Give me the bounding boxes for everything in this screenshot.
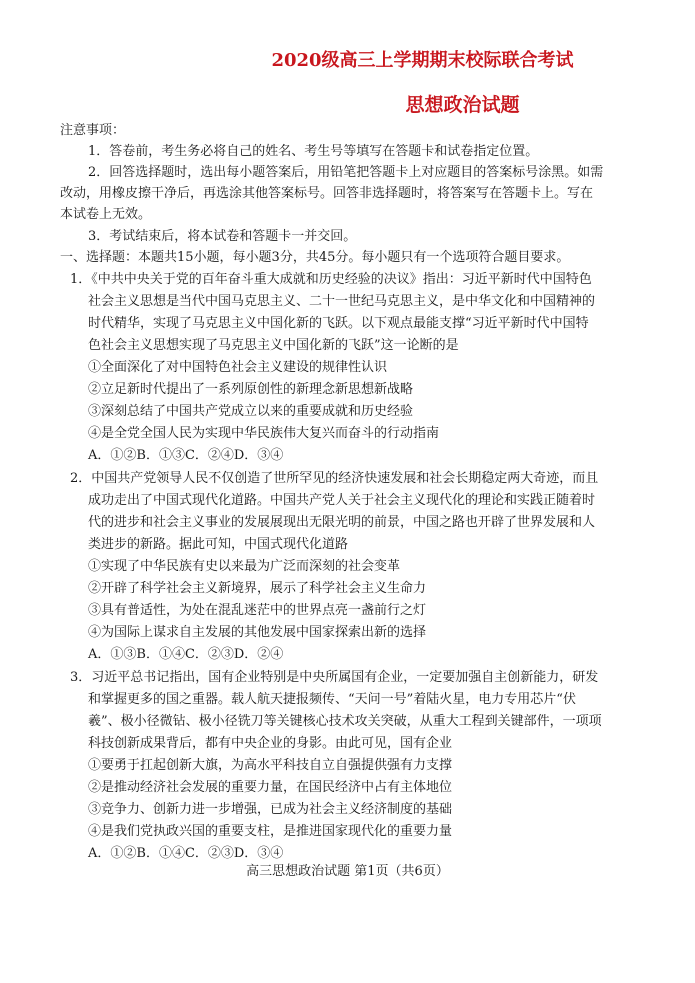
question-2-item: ④为国际上谋求自主发展的其他发展中国家探索出新的选择 bbox=[88, 625, 427, 640]
notice-line: 1．答卷前，考生务必将自己的姓名、考生号等填写在答题卡和试卷指定位置。 bbox=[88, 144, 539, 159]
question-1-stem: 时代精华，实现了马克思主义中国化新的飞跃。以下观点最能支撑“习近平新时代中国特 bbox=[88, 316, 589, 331]
page-footer: 高三思想政治试题 第1页（共6页） bbox=[246, 864, 449, 879]
question-1-item: ③深刻总结了中国共产党成立以来的重要成就和历史经验 bbox=[88, 404, 414, 419]
notice-line: 2．回答选择题时，选出每小题答案后，用铅笔把答题卡上对应题目的答案标号涂黑。如需 bbox=[88, 165, 604, 180]
question-3-stem: 3．习近平总书记指出，国有企业特别是中央所属国有企业，一定要加强自主创新能力，研发 bbox=[70, 670, 599, 685]
notice-line: 本试卷上无效。 bbox=[60, 207, 152, 222]
question-2-options: A．①③B．①④C．②③D．②④ bbox=[88, 647, 284, 662]
question-1-stem: 社会主义思想是当代中国马克思主义、二十一世纪马克思主义，是中华文化和中国精神的 bbox=[88, 294, 596, 309]
section-heading: 一、选择题：本题共15小题，每小题3分，共45分。每小题只有一个选项符合题目要求。 bbox=[60, 250, 570, 265]
notice-line: 3．考试结束后，将本试卷和答题卡一并交回。 bbox=[88, 229, 357, 244]
question-2-item: ①实现了中华民族有史以来最为广泛而深刻的社会变革 bbox=[88, 559, 401, 574]
question-2-stem: 成功走出了中国式现代化道路。中国共产党人关于社会主义现代化的理论和实践正随着时 bbox=[88, 493, 596, 508]
question-3-options: A．①②B．①④C．②③D．③④ bbox=[88, 846, 284, 861]
question-2-stem: 类进步的新路。据此可知，中国式现代化道路 bbox=[88, 537, 349, 552]
question-3-item: ④是我们党执政兴国的重要支柱，是推进国家现代化的重要力量 bbox=[88, 824, 453, 839]
question-1-stem: 1．《中共中央关于党的百年奋斗重大成就和历史经验的决议》指出：习近平新时代中国特色 bbox=[70, 272, 592, 287]
question-1-stem: 色社会主义思想实现了马克思主义中国化新的飞跃”这一论断的是 bbox=[88, 338, 459, 353]
notice-heading: 注意事项： bbox=[60, 123, 126, 138]
question-3-item: ③竞争力、创新力进一步增强，已成为社会主义经济制度的基础 bbox=[88, 802, 453, 817]
question-3-stem: 科技创新成果背后，都有中央企业的身影。由此可见，国有企业 bbox=[88, 736, 453, 751]
question-1-item: ④是全党全国人民为实现中华民族伟大复兴而奋斗的行动指南 bbox=[88, 426, 440, 441]
question-1-item: ②立足新时代提出了一系列原创性的新理念新思想新战略 bbox=[88, 382, 414, 397]
question-2-stem: 代的进步和社会主义事业的发展展现出无限光明的前景，中国之路也开辟了世界发展和人 bbox=[88, 515, 596, 530]
exam-title: 2020级高三上学期期末校际联合考试 bbox=[271, 50, 574, 71]
question-2-stem: 2．中国共产党领导人民不仅创造了世所罕见的经济快速发展和社会长期稳定两大奇迹，而且 bbox=[70, 471, 599, 486]
question-1-options: A．①②B．①③C．②④D．③④ bbox=[88, 448, 284, 463]
question-3-item: ①要勇于扛起创新大旗，为高水平科技自立自强提供强有力支撑 bbox=[88, 758, 453, 773]
question-2-item: ③具有普适性，为处在混乱迷茫中的世界点亮一盏前行之灯 bbox=[88, 603, 427, 618]
question-2-item: ②开辟了科学社会主义新境界，展示了科学社会主义生命力 bbox=[88, 581, 427, 596]
question-3-stem: 羲”、极小径微钻、极小径铣刀等关键核心技术攻关突破，从重大工程到关键部件，一项项 bbox=[88, 714, 602, 729]
question-3-stem: 和掌握更多的国之重器。载人航天捷报频传、“天问一号”着陆火星，电力专用芯片“伏 bbox=[88, 692, 576, 707]
question-3-item: ②是推动经济社会发展的重要力量，在国民经济中占有主体地位 bbox=[88, 780, 453, 795]
notice-line: 改动，用橡皮擦干净后，再选涂其他答案标号。回答非选择题时，将答案写在答题卡上。写在 bbox=[60, 186, 594, 201]
question-1-item: ①全面深化了对中国特色社会主义建设的规律性认识 bbox=[88, 360, 388, 375]
subject-title: 思想政治试题 bbox=[405, 94, 520, 116]
